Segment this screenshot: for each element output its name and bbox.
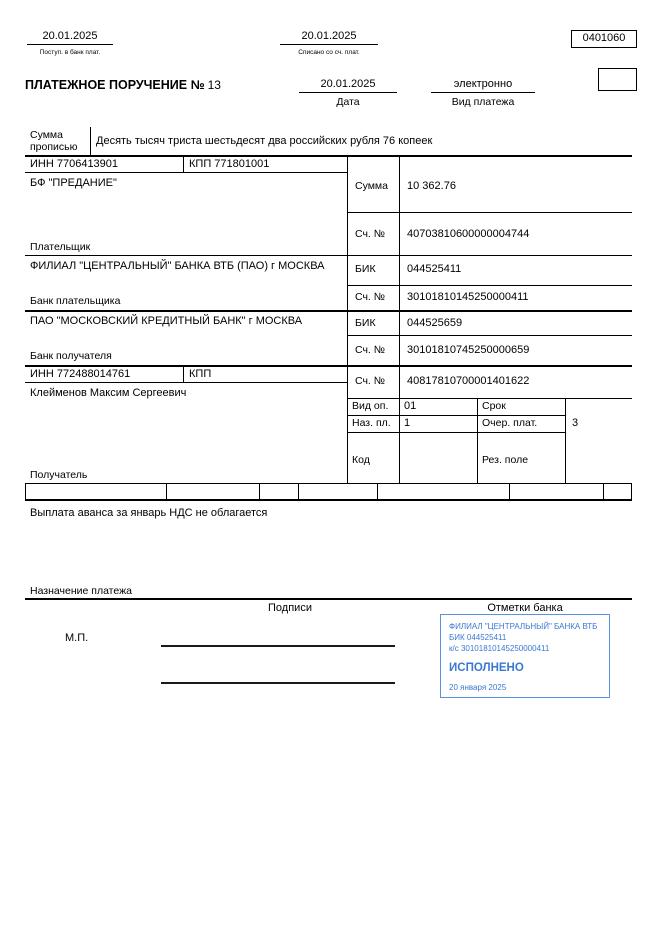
payee-bank-name: ПАО "МОСКОВСКИЙ КРЕДИТНЫЙ БАНК" г МОСКВА [30,315,303,327]
payer-bank-account-value: 30101810145250000411 [407,291,529,303]
payer-bank-bik-value: 044525411 [407,263,462,275]
payee-inn: ИНН 772488014761 [30,368,131,380]
divider [25,310,632,312]
divider [603,483,604,500]
stamp-bank-name: ФИЛИАЛ "ЦЕНТРАЛЬНЫЙ" БАНКА ВТБ [449,622,598,631]
debited-date-field: 20.01.2025 [280,30,378,45]
signatures-label: Подписи [268,602,312,614]
payee-bank-bik-value: 044525659 [407,317,463,329]
op-priority-label: Очер. плат. [482,417,538,429]
divider [399,155,400,483]
payee-bank-account-value: 30101810745250000659 [407,344,530,356]
op-purpose-code-label: Наз. пл. [352,417,391,429]
divider [90,127,91,155]
divider [25,499,632,501]
payer-bank-account-label: Сч. № [355,291,386,303]
stamp-status: ИСПОЛНЕНО [449,662,524,674]
signature-line-2 [161,682,395,684]
document-title-label: ПЛАТЕЖНОЕ ПОРУЧЕНИЕ № [25,78,205,92]
stamp-bik: БИК 044525411 [449,633,507,642]
divider [347,398,632,399]
received-date-caption: Поступ. в банк плат. [39,49,101,56]
payee-kpp: КПП [189,368,212,380]
divider [25,598,632,600]
divider [25,382,347,383]
document-number: 13 [207,78,221,92]
divider [183,155,184,172]
divider [477,398,478,483]
document-title [25,79,221,93]
stamp-corr-account: к/с 30101810145250000411 [449,644,550,653]
purpose-label: Назначение платежа [30,585,132,597]
payee-bank-account-label: Сч. № [355,344,386,356]
divider [347,415,566,416]
payer-account-label: Сч. № [355,228,386,240]
bank-stamp [440,614,610,698]
divider [347,432,566,433]
op-code-label: Код [352,454,370,466]
payer-bank-label: Банк плательщика [30,295,121,307]
op-type-label: Вид оп. [352,400,389,412]
divider [347,285,632,286]
divider [25,483,26,500]
divider [259,483,260,500]
divider [25,255,632,256]
amount-label: Сумма [355,180,388,192]
divider [25,365,632,367]
payer-kpp: КПП 771801001 [189,158,270,170]
payer-bank-bik-label: БИК [355,263,376,275]
doc-date-caption: Дата [336,96,360,108]
amount-in-words-label: Сумма прописью [30,129,78,153]
divider [25,172,347,173]
divider [25,155,632,157]
payer-name: БФ "ПРЕДАНИЕ" [30,177,117,189]
divider [509,483,510,500]
divider [298,483,299,500]
payee-bank-label: Банк получателя [30,350,112,362]
payee-label: Получатель [30,469,88,481]
empty-status-box [598,68,637,91]
signature-line-1 [161,645,395,647]
received-date-field: 20.01.2025 [27,30,113,45]
payee-account-value: 40817810700001401622 [407,375,530,387]
payer-label: Плательщик [30,241,91,253]
op-reserve-label: Рез. поле [482,454,529,466]
payee-bank-bik-label: БИК [355,317,376,329]
seal-placeholder-label: М.П. [65,632,89,644]
payee-name: Клейменов Максим Сергеевич [30,387,187,399]
purpose-text: Выплата аванса за январь НДС не облагается [30,507,268,519]
op-purpose-code-value: 1 [404,417,411,429]
divider [166,483,167,500]
amount-value: 10 362.76 [407,180,456,192]
divider [565,398,566,483]
divider [347,335,632,336]
doc-date-field: 20.01.2025 [299,78,397,93]
divider [183,365,184,382]
payer-inn: ИНН 7706413901 [30,158,119,170]
stamp-date: 20 января 2025 [449,683,507,692]
debited-date-caption: Списано со сч. плат. [298,49,360,56]
divider [631,483,632,500]
bank-marks-label: Отметки банка [487,602,563,614]
op-priority-value: 3 [572,417,579,429]
op-type-value: 01 [404,400,417,412]
payee-account-label: Сч. № [355,375,386,387]
divider [347,155,348,483]
payer-account-value: 40703810600000004744 [407,228,530,240]
form-code-box: 0401060 [571,30,637,48]
divider [25,483,632,484]
op-term-label: Срок [482,400,506,412]
payer-bank-name: ФИЛИАЛ "ЦЕНТРАЛЬНЫЙ" БАНКА ВТБ (ПАО) г МОСКВА [30,260,325,272]
divider [377,483,378,500]
divider [347,212,632,213]
payment-kind-field: электронно [431,78,535,93]
payment-kind-caption: Вид платежа [451,96,515,108]
amount-in-words-value: Десять тысяч триста шестьдесят два российских рубля 76 копеек [96,135,433,147]
